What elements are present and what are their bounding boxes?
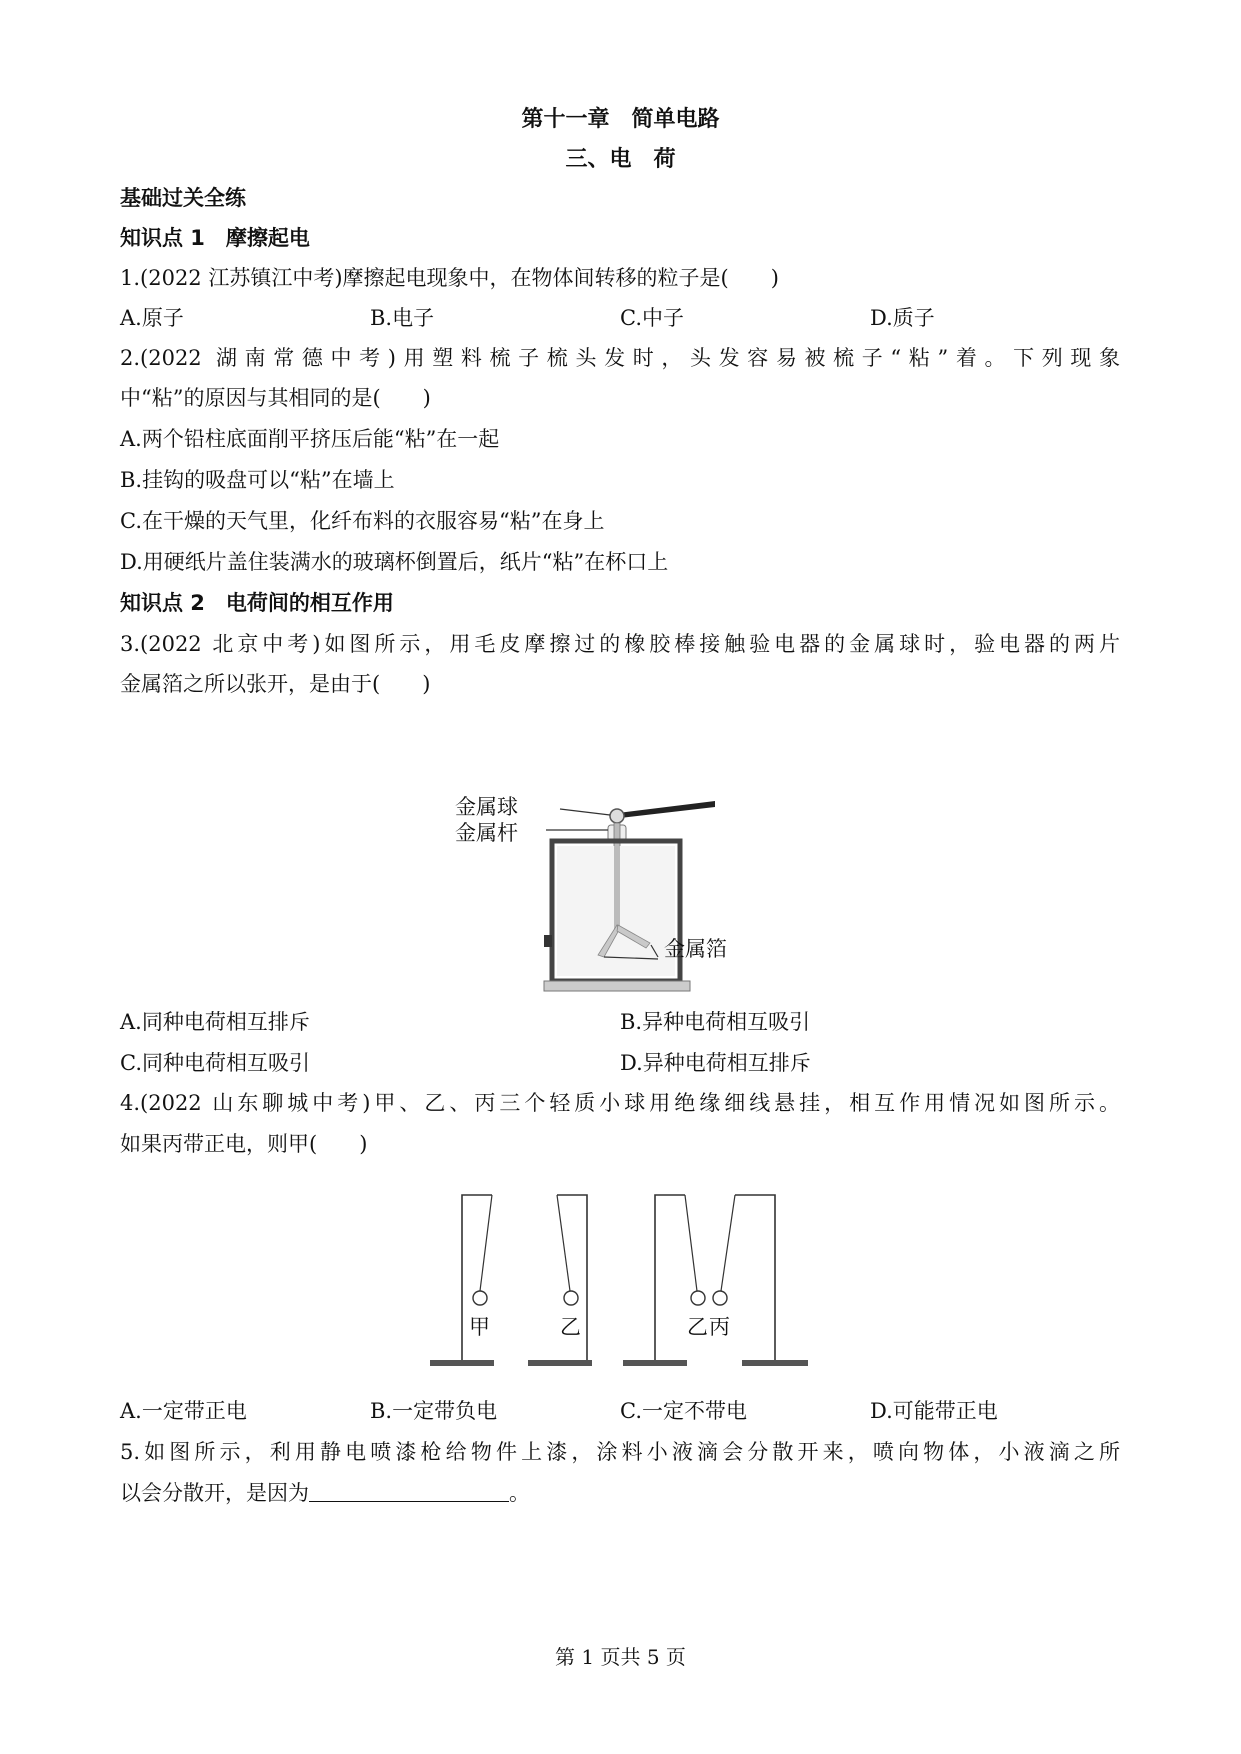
hanging-balls-drawing — [420, 1185, 820, 1375]
question-1-option-d: D.质子 — [870, 306, 935, 330]
rubber-rod — [618, 801, 715, 818]
knowledge-point-1-title: 知识点 1 摩擦起电 — [120, 226, 310, 250]
question-2-option-a: A.两个铅柱底面削平挤压后能“粘”在一起 — [120, 427, 500, 451]
label-bing: 丙 — [709, 1315, 730, 1339]
question-4-option-a: A.一定带正电 — [120, 1399, 247, 1423]
question-1-option-a: A.原子 — [120, 306, 184, 330]
knowledge-point-2-title: 知识点 2 电荷间的相互作用 — [120, 591, 394, 615]
ball-yi-2 — [691, 1291, 705, 1305]
ball-bing — [713, 1291, 727, 1305]
question-2-option-c: C.在干燥的天气里，化纤布料的衣服容易“粘”在身上 — [120, 509, 605, 533]
ball-jia — [473, 1291, 487, 1305]
label-yi-2: 乙 — [687, 1315, 708, 1339]
question-2-option-d: D.用硬纸片盖住装满水的玻璃杯倒置后，纸片“粘”在杯口上 — [120, 550, 669, 574]
question-3-option-a: A.同种电荷相互排斥 — [120, 1010, 310, 1034]
question-5-stem-end: 。 — [509, 1481, 530, 1505]
question-4-option-b: B.一定带负电 — [370, 1399, 498, 1423]
hanging-balls-figure — [420, 1185, 820, 1375]
answer-blank[interactable] — [309, 1479, 509, 1502]
label-metal-ball: 金属球 — [455, 795, 518, 819]
question-2-stem-line-1: 2.(2022 湖南常德中考)用塑料梳子梳头发时，头发容易被梳子“粘”着。下列现象 — [120, 346, 1120, 370]
question-1-option-c: C.中子 — [620, 306, 684, 330]
question-5-stem-line-1: 5.如图所示，利用静电喷漆枪给物件上漆，涂料小液滴会分散开来，喷向物体，小液滴之所 — [120, 1440, 1120, 1464]
question-2-stem-line-2: 中“粘”的原因与其相同的是( ) — [120, 386, 431, 410]
question-4-option-c: C.一定不带电 — [620, 1399, 747, 1423]
label-yi-1: 乙 — [560, 1315, 581, 1339]
page-footer: 第 1 页共 5 页 — [555, 1645, 686, 1669]
electroscope-drawing — [500, 785, 760, 995]
section-title: 三、电 荷 — [565, 147, 676, 172]
question-5-stem-text: 以会分散开，是因为 — [120, 1481, 309, 1505]
question-4-stem-line-1: 4.(2022 山东聊城中考)甲、乙、丙三个轻质小球用绝缘细线悬挂，相互作用情况如图所示。 — [120, 1091, 1120, 1115]
chapter-title: 第十一章 简单电路 — [521, 107, 720, 132]
metal-ball — [610, 809, 624, 823]
question-4-option-d: D.可能带正电 — [870, 1399, 998, 1423]
question-3-option-b: B.异种电荷相互吸引 — [620, 1010, 811, 1034]
question-3-option-c: C.同种电荷相互吸引 — [120, 1051, 310, 1075]
electroscope-figure — [455, 785, 760, 995]
question-2-option-b: B.挂钩的吸盘可以“粘”在墙上 — [120, 468, 395, 492]
question-3-stem-line-2: 金属箔之所以张开，是由于( ) — [120, 672, 431, 696]
ball-yi-1 — [564, 1291, 578, 1305]
question-3-stem-line-1: 3.(2022 北京中考)如图所示，用毛皮摩擦过的橡胶棒接触验电器的金属球时，验电器的两片 — [120, 632, 1120, 656]
part-title: 基础过关全练 — [120, 186, 246, 210]
label-metal-foil: 金属箔 — [664, 937, 727, 961]
label-jia: 甲 — [469, 1315, 490, 1339]
question-5-stem-line-2 — [120, 1478, 530, 1508]
question-3-option-d: D.异种电荷相互排斥 — [620, 1051, 811, 1075]
label-metal-rod: 金属杆 — [455, 821, 518, 845]
question-1-stem: 1.(2022 江苏镇江中考)摩擦起电现象中，在物体间转移的粒子是( ) — [120, 266, 779, 290]
question-1-option-b: B.电子 — [370, 306, 435, 330]
question-4-stem-line-2: 如果丙带正电，则甲( ) — [120, 1132, 368, 1156]
